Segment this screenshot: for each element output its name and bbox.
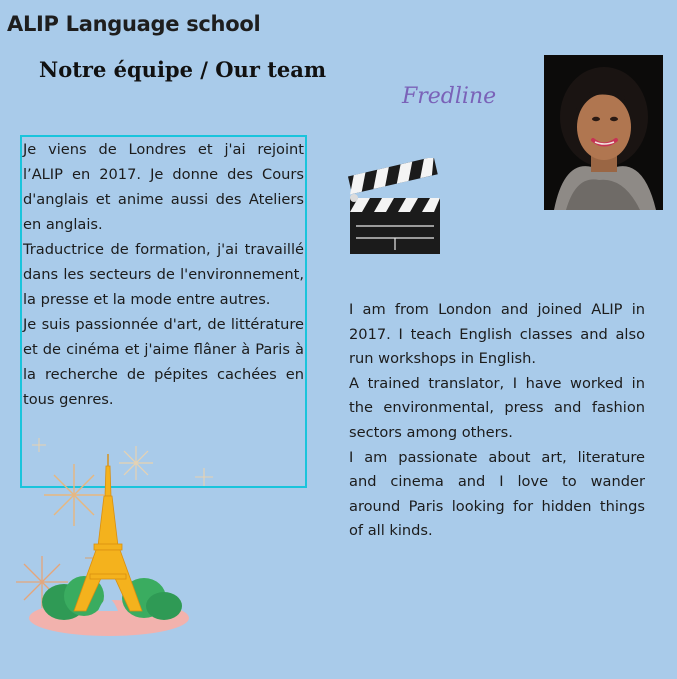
portrait-illustration [544,55,663,210]
sparkle-icon [44,464,104,526]
eiffel-tower-illustration [14,436,214,646]
sparkle-icon [32,438,46,452]
school-title: ALIP Language school [7,12,261,36]
english-bio [349,298,645,544]
team-heading: Notre équipe / Our team [39,57,327,82]
english-bio-paragraph-3: I am passionate about art, literature and cinema and I love to wander around Paris looking for hidden things of all kinds. [349,448,645,540]
sparkle-icon [119,446,153,480]
english-bio-paragraph-1: I am from London and joined ALIP in 2017. I teach English classes and also run workshops in English. [349,301,645,368]
french-bio-paragraph-1: Je viens de Londres et j'ai rejoint l’ALIP en 2017. Je donne des Cours d'anglais et anime aussi des Ateliers en anglais. [23,141,304,233]
sparkle-icon [195,468,213,486]
french-bio-paragraph-3: Je suis passionnée d'art, de littérature et de cinéma et j'aime flâner à Paris à la recherche de pépites cachées en tous genres. [23,316,304,408]
person-name: Fredline [402,84,497,109]
clapperboard-icon [348,158,442,256]
english-bio-paragraph-2: A trained translator, I have worked in the environmental, press and fashion sectors among others. [349,374,645,441]
french-bio-paragraph-2: Traductrice de formation, j'ai travaillé dans les secteurs de l'environnement, la presse et la mode entre autres. [23,241,304,308]
portrait-photo [544,55,663,210]
